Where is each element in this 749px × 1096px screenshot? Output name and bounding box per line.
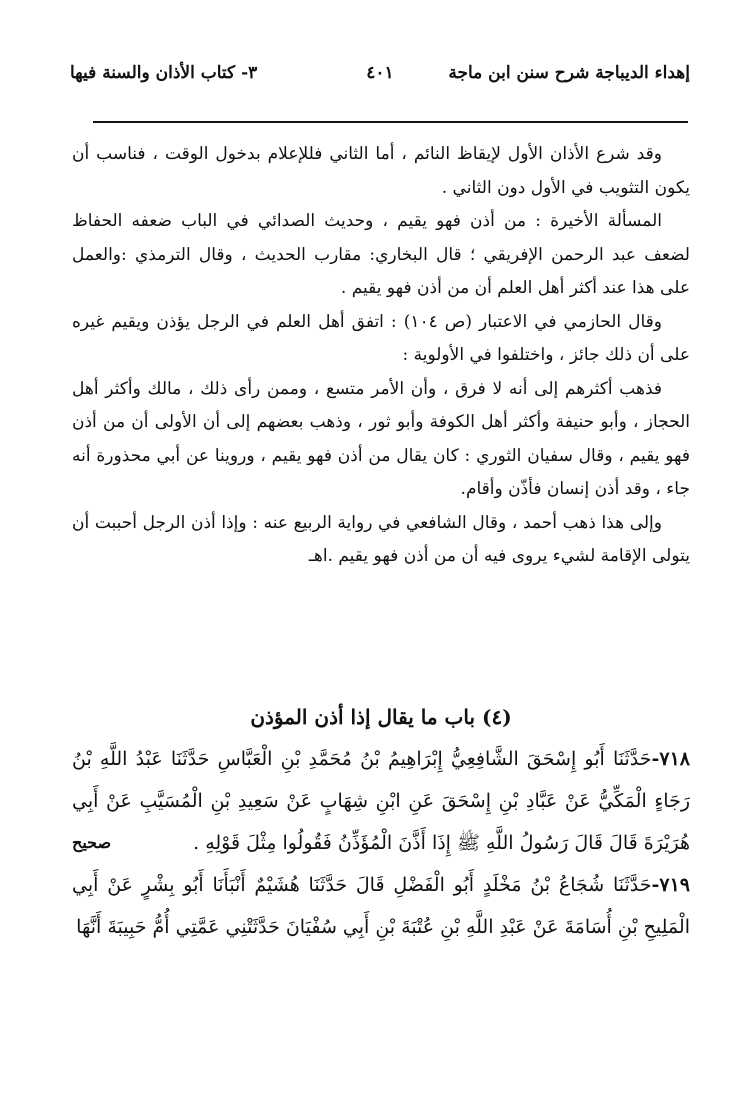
paragraph: وإلى هذا ذهب أحمد ، وقال الشافعي في رواية الربيع عنه : وإذا أذن الرجل أحببت أن يتولى الإقامة لشيء يروى فيه أن من أذن فهو يقيم .اهـ bbox=[72, 512, 690, 566]
page-number: ٤٠١ bbox=[366, 63, 394, 83]
hadith-grade: صحيح bbox=[72, 833, 112, 852]
hadith-section bbox=[72, 738, 690, 948]
book-title: إهداء الديباجة شرح سنن ابن ماجة bbox=[448, 63, 690, 83]
hadith-number: ٧١٨- bbox=[651, 748, 690, 770]
paragraph: فذهب أكثرهم إلى أنه لا فرق ، وأن الأمر متسع ، وممن رأى ذلك ، مالك وأكثر أهل الحجاز ، وأبو حنيفة وأكثر أهل الكوفة وأبو ثور ، وذهب بعضهم إلى أن الأولى أن من أذن فهو يقيم ، وقال سفيان الثوري : كان يقال من أذن فهو يقيم ، وروينا عن أبي محذورة أنه جاء ، وقد أذن إنسان فأذّن وأقام. bbox=[72, 378, 690, 499]
chapter-heading: (٤) باب ما يقال إذا أذن المؤذن bbox=[250, 705, 512, 729]
hadith-text: حَدَّثَنَا أَبُو إِسْحَقَ الشَّافِعِيُّ إِبْرَاهِيمُ بْنُ مُحَمَّدِ بْنِ الْعَبَّاسِ حَدَّثَنَا عَبْدُ اللَّهِ بْنُ رَجَاءٍ الْمَكِّيُّ عَنْ عَبَّادِ بْنِ إِسْحَقَ عَنِ ابْنِ شِهَابٍ عَنْ سَعِيدِ بْنِ الْمُسَيَّبِ عَنْ أَبِي هُرَيْرَةَ قَالَ قَالَ رَسُولُ اللَّهِ ﷺ إِذَا أَذَّنَ الْمُؤَذِّنُ فَقُولُوا مِثْلَ قَوْلِهِ . bbox=[72, 748, 690, 854]
commentary-text bbox=[72, 138, 690, 574]
paragraph: وقال الحازمي في الاعتبار (ص ١٠٤) : اتفق أهل العلم في الرجل يؤذن ويقيم غيره على أن ذلك جائز ، واختلفوا في الأولوية : bbox=[72, 311, 690, 365]
hadith-718 bbox=[72, 738, 690, 864]
hadith-719 bbox=[72, 864, 690, 948]
hadith-number: ٧١٩- bbox=[651, 874, 690, 896]
paragraph: المسألة الأخيرة : من أذن فهو يقيم ، وحديث الصدائي في الباب ضعفه الحفاظ لضعف عبد الرحمن الإفريقي ؛ قال البخاري: مقارب الحديث ، وقال الترمذي :والعمل على هذا عند أكثر أهل العلم أن من أذن فهو يقيم . bbox=[72, 211, 690, 298]
chapter-title: ٣- كتاب الأذان والسنة فيها bbox=[70, 63, 258, 83]
header-divider bbox=[93, 121, 688, 123]
hadith-text: حَدَّثَنَا شُجَاعُ بْنُ مَخْلَدٍ أَبُو الْفَضْلِ قَالَ حَدَّثَنَا هُشَيْمٌ أَنْبَأَنَا أَبُو بِشْرٍ عَنْ أَبِي الْمَلِيحِ بْنِ أُسَامَةَ عَنْ عَبْدِ اللَّهِ بْنِ عُتْبَةَ بْنِ أَبِي سُفْيَانَ حَدَّثَتْنِي عَمَّتِي أُمُّ حَبِيبَةَ أَنَّهَا bbox=[72, 874, 690, 938]
page-header bbox=[70, 58, 690, 88]
paragraph: وقد شرع الأذان الأول لإيقاظ النائم ، أما الثاني فللإعلام بدخول الوقت ، فناسب أن يكون التثويب في الأول دون الثاني . bbox=[72, 144, 690, 198]
